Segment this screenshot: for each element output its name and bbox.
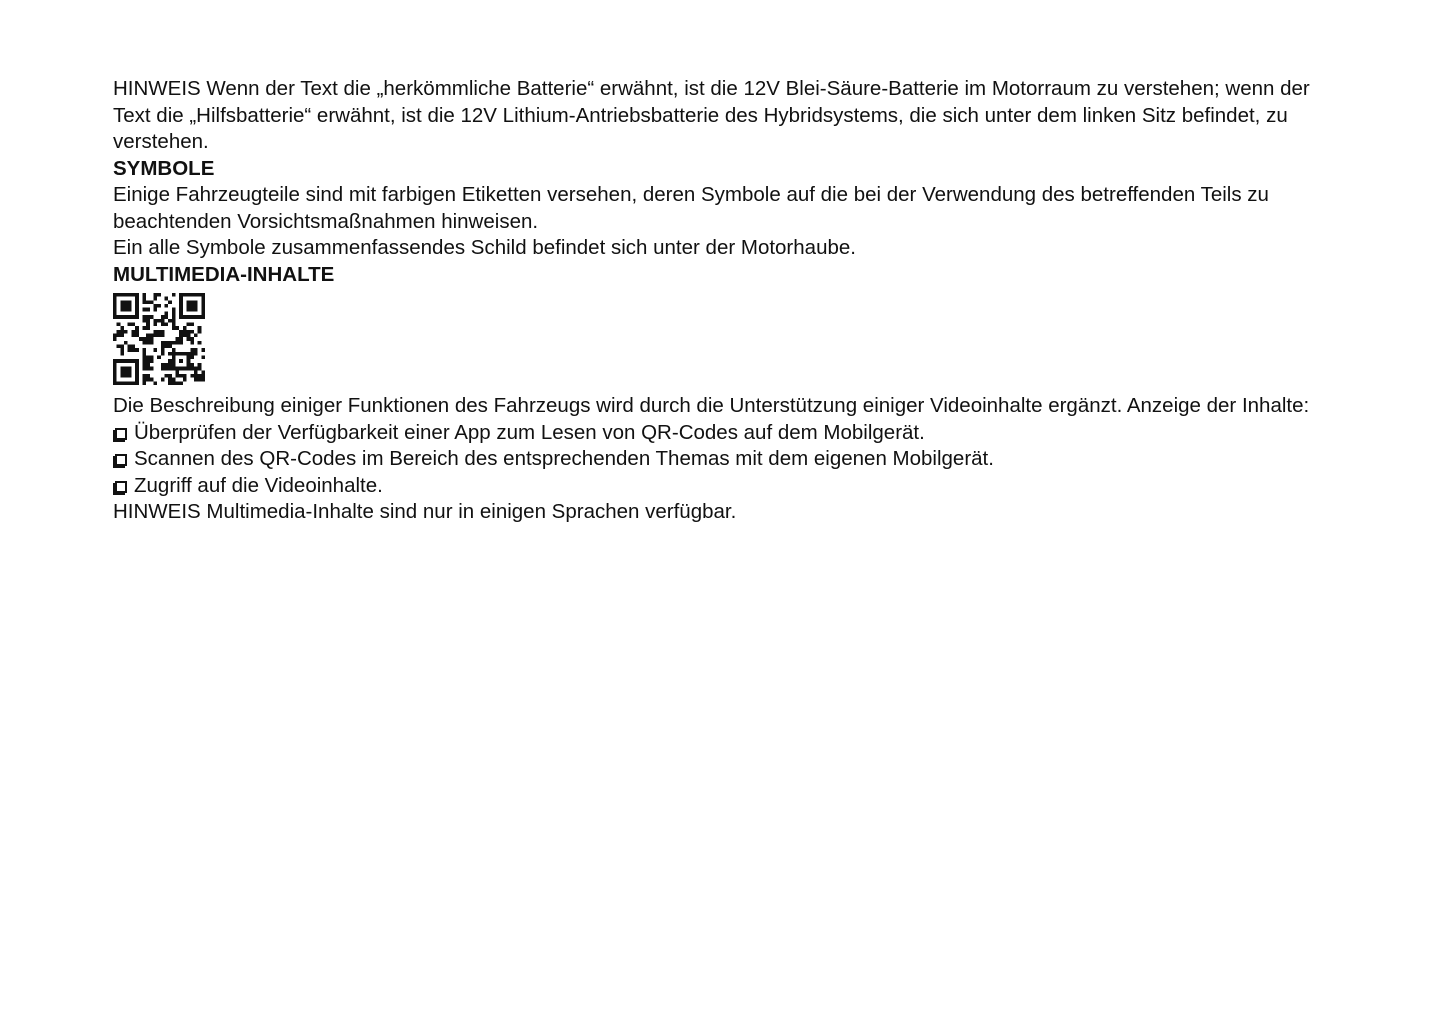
checkbox-square-icon — [115, 454, 127, 466]
multimedia-intro: Die Beschreibung einiger Funktionen des Fahrzeugs wird durch die Unterstützung einiger Videoinhalte ergänzt. Anzeige der Inhalte: — [113, 394, 1310, 417]
note-text: Wenn der Text die „herkömmliche Batterie“ erwähnt, ist die 12V Blei-Säure-Batterie im Motorraum zu verstehen; wenn der Text die „Hilfsbatterie“ erwähnt, ist die 12V Lithium-Antriebsbatterie des Hybridsystems, die sich unter dem linken Sitz befindet, zu verstehen. — [113, 77, 1310, 153]
note-label: HINWEIS — [113, 77, 201, 100]
list-item-text: Überprüfen der Verfügbarkeit einer App zum Lesen von QR-Codes auf dem Mobilgerät. — [134, 420, 925, 444]
checkbox-square-icon — [115, 428, 127, 440]
note-text: Multimedia-Inhalte sind nur in einigen Sprachen verfügbar. — [206, 500, 737, 523]
list-item-text: Zugriff auf die Videoinhalte. — [134, 473, 383, 497]
section-heading-multimedia: MULTIMEDIA-INHALTE — [113, 262, 335, 286]
document-page — [113, 76, 1333, 526]
checkbox-square-icon — [115, 481, 127, 493]
symbols-paragraph-1: Einige Fahrzeugteile sind mit farbigen Etiketten versehen, deren Symbole auf die bei der Verwendung des betreffenden Teils zu beachtenden Vorsichtsmaßnahmen hinweisen. — [113, 183, 1269, 233]
list-item — [113, 420, 1333, 447]
list-item — [113, 446, 1333, 473]
list-item — [113, 473, 1333, 500]
list-item-text: Scannen des QR-Codes im Bereich des entsprechenden Themas mit dem eigenen Mobilgerät. — [134, 447, 994, 470]
note-hinweis-batteries — [113, 76, 1333, 156]
section-heading-symbols: SYMBOLE — [113, 156, 215, 180]
qr-code-icon[interactable] — [113, 293, 211, 387]
note-label: HINWEIS — [113, 500, 201, 523]
note-hinweis-languages — [113, 499, 1333, 526]
symbols-paragraph-2: Ein alle Symbole zusammenfassendes Schild befindet sich unter der Motorhaube. — [113, 236, 856, 259]
